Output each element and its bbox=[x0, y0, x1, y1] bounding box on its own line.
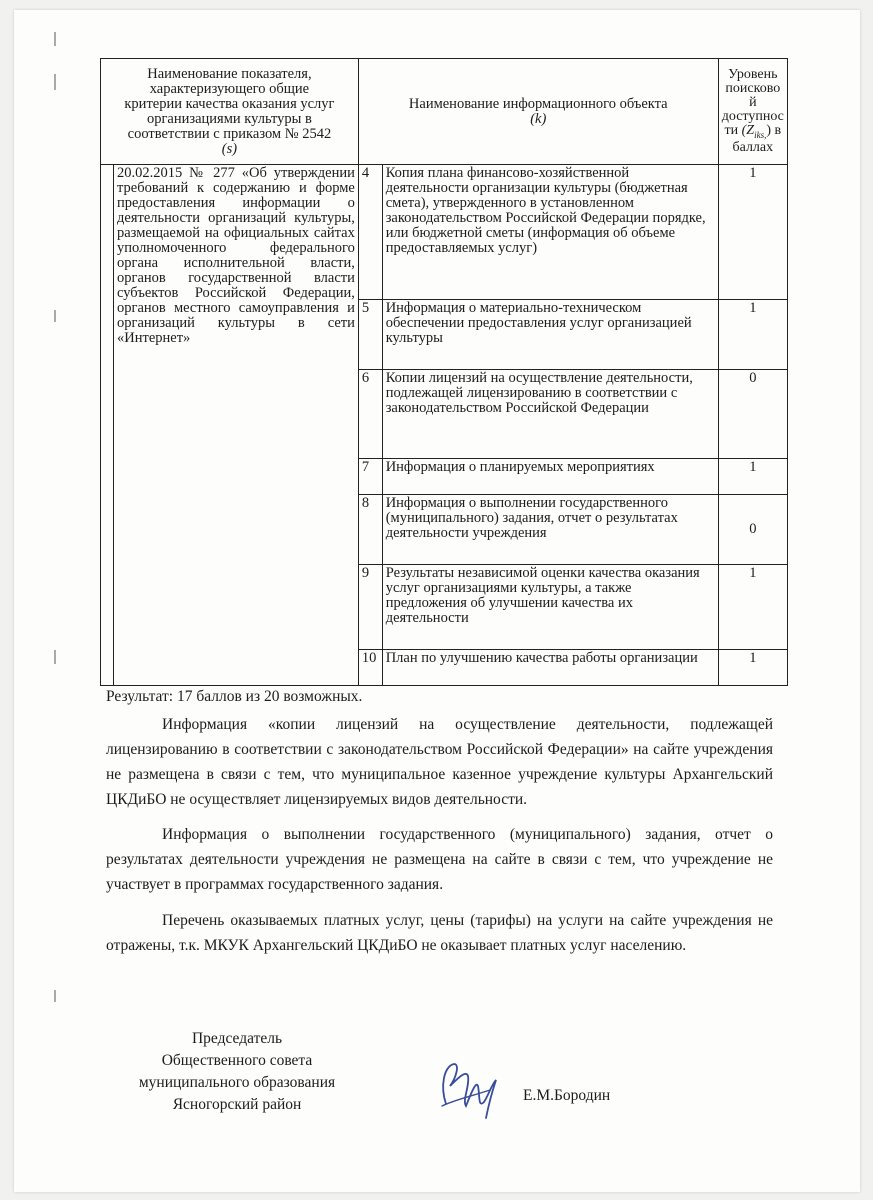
paragraph-licenses: Информация «копии лицензий на осуществление деятельности, подлежащей лицензированию в соответствии с законодательством Российской Федерации» на сайте учреждения не размещена в связи с тем, что муниципальное казенное учреждение культуры Архангельский ЦКДиБО не осуществляет лицензируемых видов деятельности. bbox=[106, 716, 773, 808]
signatory-name: Е.М.Бородин bbox=[523, 1087, 611, 1104]
row-number: 7 bbox=[358, 459, 382, 495]
scan-edge-mark bbox=[54, 32, 56, 46]
header-indicator-name: Наименование показателя, характеризующего общие критерии качества оказания услуг организациями культуры в соответствии с приказом № 2542 (s) bbox=[101, 59, 359, 165]
object-name: Информация о материально-техническом обеспечении предоставления услуг организацией культуры bbox=[382, 300, 718, 370]
handwritten-signature bbox=[432, 1056, 512, 1120]
object-name: Копия плана финансово-хозяйственной деятельности организации культуры (бюджетная смета), утвержденного в установленном законодательством Российской Федерации порядке, или бюджетной сметы (информация об объеме предоставляемых услуг) bbox=[382, 165, 718, 300]
criteria-table bbox=[100, 58, 788, 686]
row-number: 9 bbox=[358, 565, 382, 650]
object-name: Информация о планируемых мероприятиях bbox=[382, 459, 718, 495]
scan-edge-mark bbox=[54, 310, 56, 322]
object-name: Результаты независимой оценки качества оказания услуг организациями культуры, а также предложения об улучшении качества их деятельности bbox=[382, 565, 718, 650]
blank-cell bbox=[101, 165, 114, 686]
level-value: 1 bbox=[718, 300, 787, 370]
level-value: 1 bbox=[718, 565, 787, 650]
header-accessibility-level: Уровень поисково й доступнос ти $(Z_{iks,})$ в баллах bbox=[718, 59, 787, 165]
scan-edge-mark bbox=[54, 650, 56, 664]
row-number: 10 bbox=[358, 650, 382, 686]
signatory-title: Председатель Общественного совета муниципального образования Ясногорский район bbox=[138, 1030, 336, 1113]
level-value: 0 bbox=[718, 370, 787, 459]
header-object-name: Наименование информационного объекта (k) bbox=[358, 59, 718, 165]
row-number: 4 bbox=[358, 165, 382, 300]
paragraph-paid-services: Перечень оказываемых платных услуг, цены (тарифы) на услуги на сайте учреждения не отражены, т.к. МКУК Архангельский ЦКДиБО не оказывает платных услуг населению. bbox=[106, 912, 773, 954]
level-value: 1 bbox=[718, 459, 787, 495]
object-name: Копии лицензий на осуществление деятельности, подлежащей лицензированию в соответствии с законодательством Российской Федерации bbox=[382, 370, 718, 459]
scan-edge-mark bbox=[54, 74, 56, 90]
paragraph-state-task: Информация о выполнении государственного (муниципального) задания, отчет о результатах деятельности учреждения не размещена на сайте в связи с тем, что учреждение не участвует в программах государственного задания. bbox=[106, 826, 773, 893]
row-number: 6 bbox=[358, 370, 382, 459]
level-value: 1 bbox=[718, 650, 787, 686]
row-number: 5 bbox=[358, 300, 382, 370]
result-line: Результат: 17 баллов из 20 возможных. bbox=[106, 688, 363, 705]
object-name: План по улучшению качества работы организации bbox=[382, 650, 718, 686]
level-value: 0 bbox=[718, 495, 787, 565]
level-value: 1 bbox=[718, 165, 787, 300]
table-row bbox=[101, 165, 788, 300]
row-number: 8 bbox=[358, 495, 382, 565]
table-header-row bbox=[101, 59, 788, 165]
scan-edge-mark bbox=[54, 990, 56, 1002]
object-name: Информация о выполнении государственного (муниципального) задания, отчет о результатах деятельности учреждения bbox=[382, 495, 718, 565]
criterion-cell: 20.02.2015 № 277 «Об утверждении требований к содержанию и форме предоставления информации о деятельности организаций культуры, размещаемой на официальных сайтах уполномоченного федерального органа исполнительной власти, органов государственной власти субъектов Российской Федерации, органов местного самоуправления и организаций культуры в сети «Интернет» bbox=[114, 165, 359, 686]
